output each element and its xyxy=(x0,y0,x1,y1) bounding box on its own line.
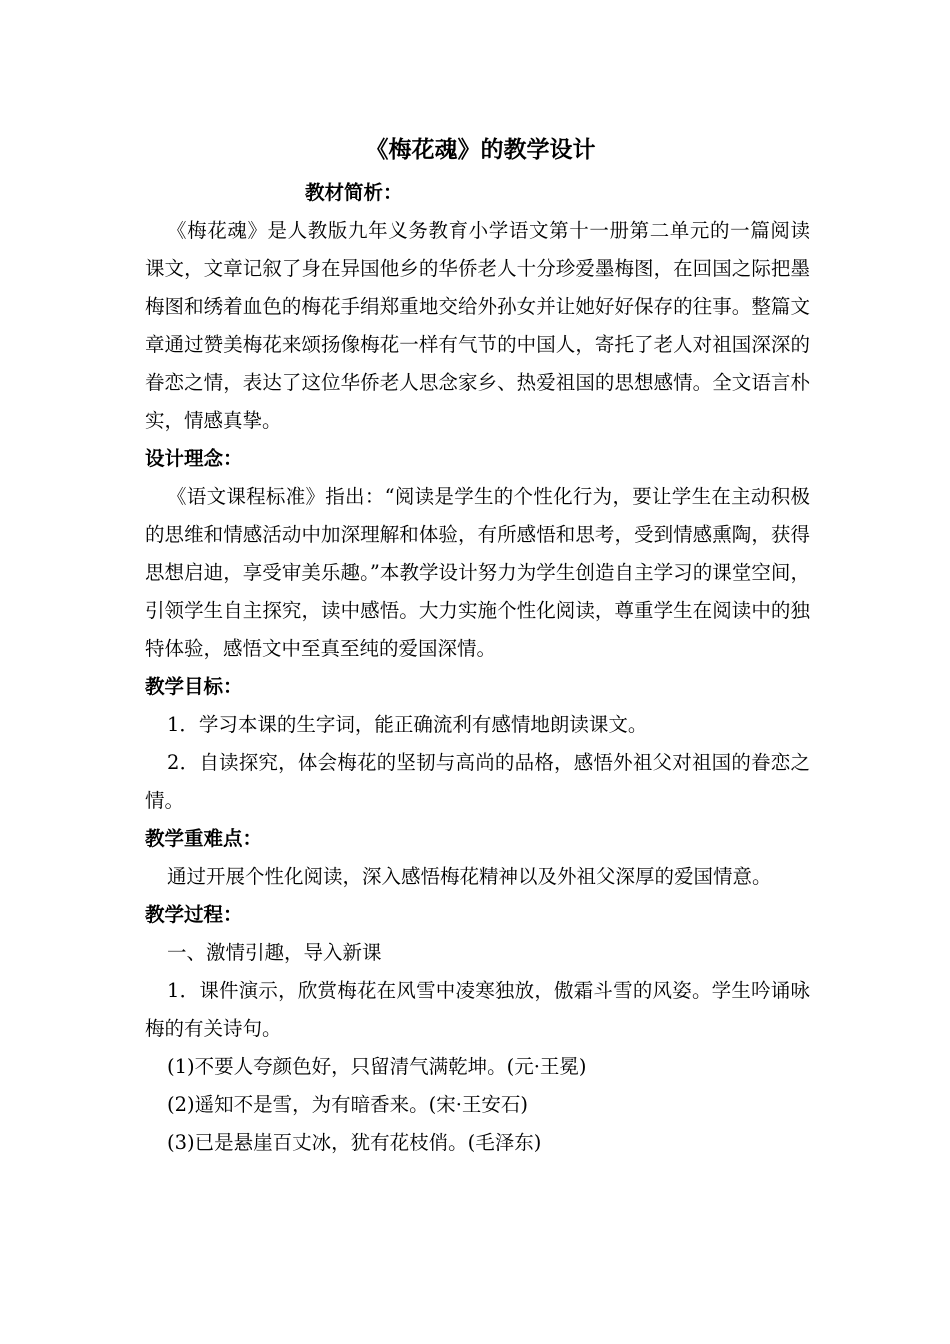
material-paragraph: 《梅花魂》是人教版九年义务教育小学语文第十一册第二单元的一篇阅读课文，文章记叙了身在异国他乡的华侨老人十分珍爱墨梅图，在回国之际把墨梅图和绣着血色的梅花手绢郑重地交给外孙女并让她好好保存的往事。整篇文章通过赞美梅花来颂扬像梅花一样有气节的中国人，寄托了老人对祖国深深的眷恋之情，表达了这位华侨老人思念家乡、热爱祖国的思想感情。全文语言朴实，情感真挚。 xyxy=(145,219,810,432)
goal-item-1: 1．学习本课的生字词，能正确流利有感情地朗读课文。 xyxy=(167,713,648,736)
section-heading-process: 教学过程： xyxy=(145,903,243,926)
section-heading-goals: 教学目标： xyxy=(145,675,243,698)
document-title: 《梅花魂》的教学设计 xyxy=(365,136,596,163)
difficulty-paragraph: 通过开展个性化阅读，深入感悟梅花精神以及外祖父深厚的爱国情意。 xyxy=(167,865,772,888)
section-heading-concept: 设计理念： xyxy=(145,447,243,470)
document-page xyxy=(145,128,810,1162)
poem-line-2: (2)遥知不是雪，为有暗香来。(宋·王安石) xyxy=(167,1093,529,1116)
process-item-1: 1．课件演示，欣赏梅花在风雪中凌寒独放，傲霜斗雪的风姿。学生吟诵咏梅的有关诗句。 xyxy=(145,979,810,1040)
section-heading-difficulty: 教学重难点： xyxy=(145,827,263,850)
poem-line-3: (3)已是悬崖百丈冰，犹有花枝俏。(毛泽东) xyxy=(167,1131,542,1154)
section-heading-material: 教材简析： xyxy=(305,181,403,204)
concept-paragraph: 《语文课程标准》指出：“阅读是学生的个性化行为，要让学生在主动积极的思维和情感活动中加深理解和体验，有所感悟和思考，受到情感熏陶，获得思想启迪，享受审美乐趣。”本教学设计努力为学生创造自主学习的课堂空间，引领学生自主探究，读中感悟。大力实施个性化阅读，尊重学生在阅读中的独特体验，感悟文中至真至纯的爱国深情。 xyxy=(145,485,810,660)
poem-line-1: (1)不要人夸颜色好，只留清气满乾坤。(元·王冕) xyxy=(167,1055,587,1078)
process-step-1: 一、激情引趣，导入新课 xyxy=(167,941,382,964)
goal-item-2: 2．自读探究，体会梅花的坚韧与高尚的品格，感悟外祖父对祖国的眷恋之情。 xyxy=(145,751,810,812)
